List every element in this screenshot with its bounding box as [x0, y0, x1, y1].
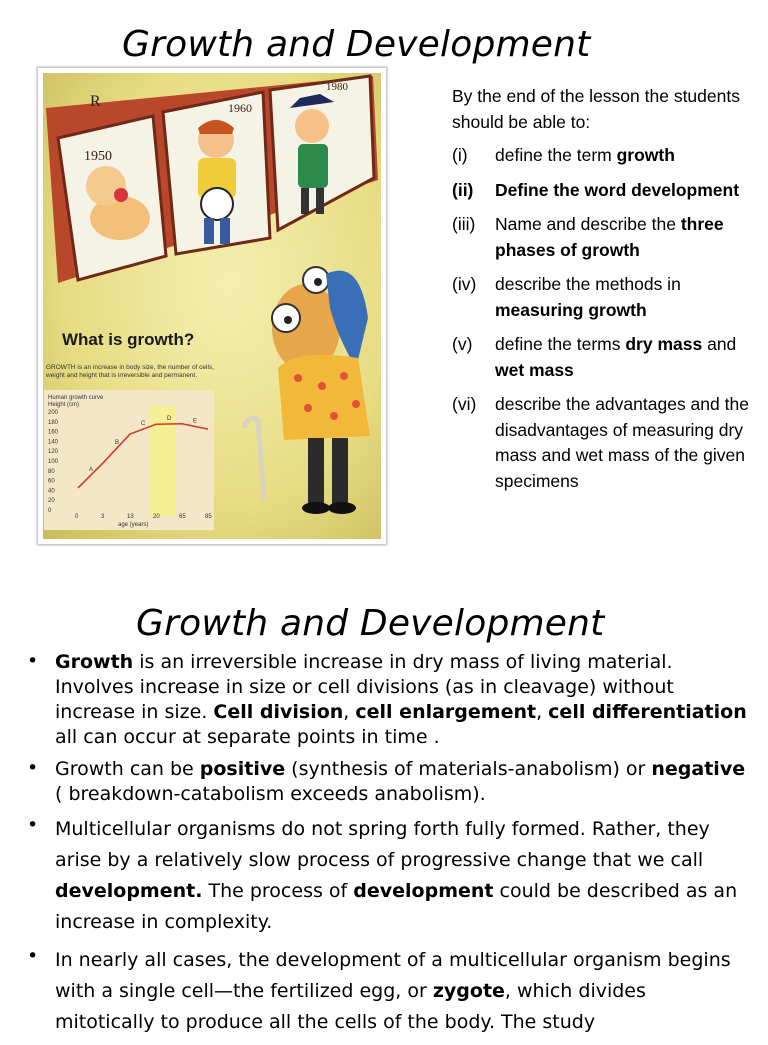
- text-run: could be described as an increase in complexity.: [55, 880, 738, 933]
- objective-number: (iv): [452, 274, 477, 294]
- bold-text: zygote: [432, 980, 505, 1002]
- text-run: Growth can be: [55, 758, 200, 780]
- chart-point-label: C: [141, 421, 146, 428]
- bullet-item: [27, 945, 747, 1038]
- objective-number: (ii): [452, 179, 474, 200]
- chart-x-tick: 0: [75, 514, 79, 520]
- illustration-caption-line1: GROWTH is an increase in body size, the number of cells,: [46, 364, 214, 371]
- text-run: ( breakdown-catabolism exceeds anabolism).: [55, 783, 486, 805]
- chart-y-tick: 100: [48, 459, 59, 465]
- slide-title-top: Growth and Development: [122, 24, 591, 65]
- bold-text: three phases of growth: [495, 214, 724, 260]
- chart-y-tick: 40: [48, 488, 55, 495]
- bullet-item: [27, 757, 747, 807]
- chart-y-tick: 60: [48, 478, 55, 485]
- picture-frame-boy: [163, 92, 270, 254]
- lesson-objectives: [452, 84, 752, 503]
- bold-text: dry mass: [625, 334, 703, 354]
- bullet-dot: •: [27, 814, 39, 836]
- chart-point-label: D: [167, 416, 172, 423]
- objective-number: (v): [452, 334, 473, 354]
- bullet-dot: •: [27, 945, 39, 967]
- text-run: ,: [343, 701, 356, 723]
- text-run: In nearly all cases, the development of a multicellular organism begins with a single cell—the fertilized egg, or: [55, 949, 731, 1002]
- growth-curve-chart: [44, 390, 214, 530]
- text-run: describe the methods in: [495, 274, 681, 294]
- chart-point-label: B: [115, 440, 120, 447]
- objective-item: [452, 178, 752, 204]
- chart-point-label: E: [193, 418, 198, 425]
- bold-text: wet mass: [495, 359, 574, 380]
- chart-y-tick: 20: [48, 498, 55, 505]
- chart-x-tick: 65: [179, 514, 186, 520]
- text-run: Multicellular organisms do not spring forth fully formed. Rather, they arise by a relatively slow process of progressive change that we call: [55, 818, 710, 871]
- chart-y-tick: 160: [48, 429, 59, 436]
- text-run: is an irreversible increase in dry mass of living material. Involves increase in size or cell divisions (as in cleavage) without increase in size.: [55, 651, 674, 723]
- bullet-text: [55, 757, 747, 807]
- chart-x-tick: 85: [205, 514, 212, 520]
- chart-y-label: Height (cm): [48, 402, 80, 408]
- frame-year-3: 1980: [326, 81, 348, 93]
- chart-y-tick: 200: [48, 410, 59, 416]
- text-run: and: [702, 334, 737, 354]
- illustration-svg: [38, 68, 386, 544]
- chart-y-tick: 140: [48, 439, 59, 446]
- objective-item: [452, 332, 752, 383]
- text-run: define the terms: [495, 334, 626, 354]
- text-run: (synthesis of materials-anabolism) or: [285, 758, 652, 780]
- objective-item: [452, 143, 752, 169]
- bold-text: negative: [651, 758, 746, 780]
- objective-item: [452, 212, 752, 263]
- bold-text: cell differentiation: [548, 701, 747, 723]
- frame-year-1: 1950: [84, 149, 112, 164]
- chart-x-tick: 3: [101, 514, 105, 520]
- chart-y-tick: 120: [48, 449, 59, 456]
- bold-text: Cell division: [213, 701, 344, 723]
- bullet-text: [55, 814, 747, 938]
- bold-text: measuring growth: [495, 299, 647, 320]
- text-run: describe the advantages and the disadvantages of measuring dry mass and wet mass of the given specimens: [495, 394, 749, 491]
- bullet-text: [55, 945, 747, 1038]
- slide-title-bottom: Growth and Development: [136, 603, 605, 644]
- picture-frame-baby: [58, 116, 166, 280]
- text-run: The process of: [202, 880, 354, 902]
- bold-text: development: [353, 880, 494, 902]
- chart-highlight-band: [150, 406, 176, 516]
- frame-year-2: 1960: [228, 101, 252, 115]
- bullet-item: [27, 814, 747, 938]
- bold-text: Growth: [55, 651, 134, 673]
- objective-text: [495, 332, 752, 383]
- text-run: ,: [536, 701, 549, 723]
- bold-text: growth: [616, 145, 675, 165]
- chart-x-tick: 20: [153, 514, 160, 520]
- text-run: all can occur at separate points in time .: [55, 726, 440, 748]
- objective-text: [495, 272, 752, 323]
- objective-number: (vi): [452, 394, 477, 414]
- chart-x-label: age (years): [118, 522, 149, 528]
- bullet-text: [55, 650, 747, 750]
- objective-item: [452, 392, 752, 494]
- bullet-dot: •: [27, 650, 39, 672]
- letter-r: R: [90, 93, 101, 110]
- illustration-caption-line2: weight and height that is irreversible and permanent.: [46, 372, 198, 379]
- bold-text: Define the word development: [495, 179, 740, 200]
- chart-title: Human growth curve: [48, 395, 104, 401]
- text-run: Name and describe the: [495, 214, 681, 234]
- objective-number: (iii): [452, 214, 476, 234]
- objective-text: [495, 143, 752, 169]
- objectives-list: [452, 143, 752, 494]
- chart-y-tick: 180: [48, 419, 59, 426]
- objective-number: (i): [452, 145, 468, 165]
- bullet-item: [27, 650, 747, 750]
- growth-illustration: [37, 67, 387, 545]
- bullet-dot: •: [27, 757, 39, 779]
- objective-item: [452, 272, 752, 323]
- bold-text: positive: [199, 758, 286, 780]
- chart-point-label: A: [89, 466, 94, 473]
- illustration-heading: What is growth?: [62, 330, 195, 349]
- objective-text: [495, 178, 752, 204]
- bullet-list: [27, 650, 747, 1045]
- chart-x-tick: 13: [127, 514, 134, 520]
- objective-text: [495, 392, 752, 494]
- bold-text: development.: [55, 880, 203, 902]
- objective-text: [495, 212, 752, 263]
- chart-y-tick: 80: [48, 468, 55, 475]
- objectives-intro: By the end of the lesson the students should be able to:: [452, 86, 740, 132]
- text-run: , which divides mitotically to produce all the cells of the body. The study: [55, 980, 646, 1033]
- text-run: define the term: [495, 145, 617, 165]
- bold-text: cell enlargement: [355, 701, 537, 723]
- chart-y-tick: 0: [48, 508, 52, 514]
